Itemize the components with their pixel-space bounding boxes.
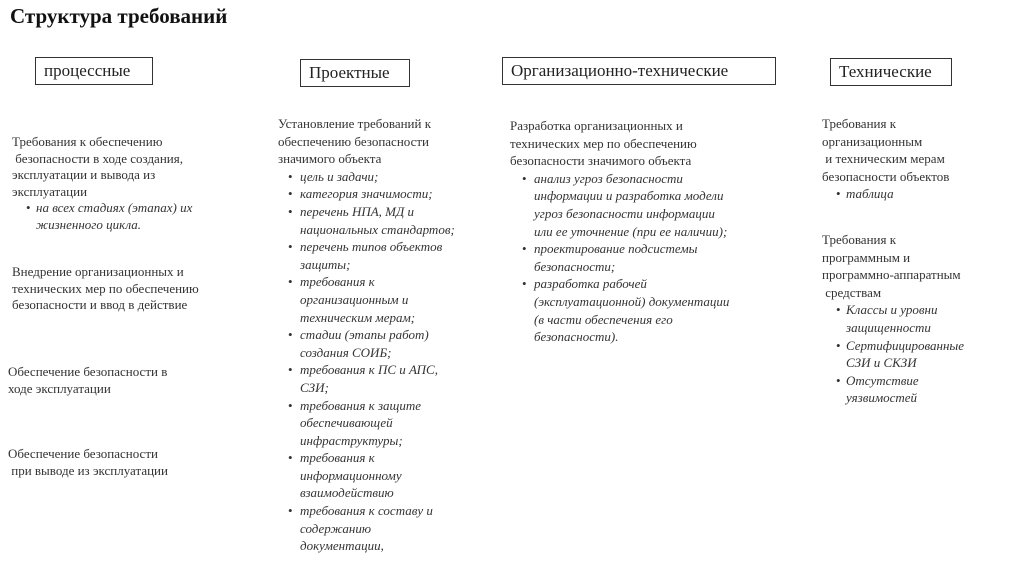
col4-b2-bullet <box>822 372 1017 407</box>
col2-bullet-line: требования к <box>300 274 375 290</box>
col2-bullet <box>278 502 493 555</box>
header-process-label: процессные <box>44 61 131 80</box>
col4-b1-line: безопасности объектов <box>822 168 950 184</box>
col1-b3-line: ходе эксплуатации <box>8 380 111 396</box>
col4-b1-line: организационным <box>822 133 923 149</box>
col2-bullet-line: защиты; <box>300 256 351 272</box>
col2-bullet-line: национальных стандартов; <box>300 221 455 237</box>
col2-bullet-line: цель и задачи; <box>300 168 379 184</box>
col2-bullet-line: обеспечивающей <box>300 415 393 431</box>
header-project-label: Проектные <box>309 63 390 82</box>
col2-block <box>278 115 493 555</box>
col1-b1-bullet <box>12 200 252 233</box>
col3-intro-line: Разработка организационных и <box>510 118 683 133</box>
col2-bullet-line: требования к составу и <box>300 503 433 519</box>
col1-b1-line: эксплуатации и вывода из <box>12 167 156 182</box>
col2-bullet-line: содержанию <box>300 520 371 536</box>
col2-bullet <box>278 397 493 450</box>
col1-b4-line: Обеспечение безопасности <box>8 446 158 461</box>
col2-bullet <box>278 326 493 361</box>
col4-b2-line: Требования к <box>822 232 897 247</box>
header-tech <box>830 58 952 86</box>
col2-bullet <box>278 238 493 273</box>
col4-block1 <box>822 115 1017 203</box>
col4-b1-bullet <box>822 185 1017 203</box>
col3-bullet-line: проектирование подсистемы <box>534 241 698 257</box>
col4-b2-bullet-line: СЗИ и СКЗИ <box>846 355 917 371</box>
col4-b2-bullet-line: защищенности <box>846 319 931 335</box>
col2-bullet-line: создания СОИБ; <box>300 344 392 360</box>
col1-b4-line: при выводе из эксплуатации <box>8 462 168 478</box>
col1-block4 <box>8 446 248 479</box>
header-orgtech-label: Организационно-технические <box>511 61 729 80</box>
col1-b1-line: эксплуатации <box>12 183 88 199</box>
col4-b2-line: средствам <box>822 284 882 300</box>
col1-block3 <box>8 364 248 397</box>
col3-bullet-line: разработка рабочей <box>534 276 647 292</box>
col4-b2-bullet <box>822 337 1017 372</box>
col3-bullet <box>510 170 775 240</box>
col2-bullet <box>278 449 493 502</box>
col2-bullet-line: требования к <box>300 450 375 466</box>
col1-b3-line: Обеспечение безопасности в <box>8 364 168 379</box>
col3-bullet-line: (эксплуатационной) документации <box>534 293 730 309</box>
col4-b2-bullet-line: Отсутствие <box>846 372 919 388</box>
col1-b1-line: безопасности в ходе создания, <box>12 150 183 166</box>
col1-b2-line: безопасности и ввод в действие <box>12 297 188 312</box>
header-tech-label: Технические <box>839 62 932 81</box>
col4-b1-bullet-line: таблица <box>846 186 894 202</box>
page-title: Структура требований <box>10 4 228 28</box>
col2-intro-line: Установление требований к <box>278 116 432 131</box>
col4-b2-bullet <box>822 301 1017 336</box>
col3-bullet-line: безопасности). <box>534 329 619 345</box>
col2-bullet-line: техническим мерам; <box>300 309 416 325</box>
col2-bullet-line: информационному <box>300 467 402 483</box>
col4-b2-bullet-line: Классы и уровни <box>846 302 938 318</box>
col3-bullet <box>510 275 775 345</box>
col2-bullet-line: категория значимости; <box>300 186 433 202</box>
col3-bullet-line: анализ угроз безопасности <box>534 170 683 186</box>
col3-bullet-line: или ее уточнение (при ее наличии); <box>534 223 728 239</box>
col4-b2-line: программно-аппаратным <box>822 267 961 283</box>
col4-b1-line: и техническим мерам <box>822 151 945 167</box>
col3-intro-line: безопасности значимого объекта <box>510 153 692 169</box>
col4-b2-bullet-line: Сертифицированные <box>846 337 965 353</box>
col2-bullet <box>278 185 493 203</box>
col1-b1-bullet-line: на всех стадиях (этапах) их <box>36 200 193 215</box>
col2-intro-line: обеспечению безопасности <box>278 133 430 149</box>
col1-block1 <box>12 134 252 233</box>
col2-bullet <box>278 168 493 186</box>
col2-bullet <box>278 203 493 238</box>
col2-bullet-line: стадии (этапы работ) <box>300 327 429 343</box>
col2-bullet-line: взаимодействию <box>300 485 394 501</box>
col3-bullet <box>510 240 775 275</box>
col2-bullet-line: инфраструктуры; <box>300 432 403 448</box>
col2-bullet-line: СЗИ; <box>300 379 329 395</box>
col2-bullet <box>278 361 493 396</box>
col3-bullet-line: (в части обеспечения его <box>534 311 673 327</box>
col3-bullet-line: безопасности; <box>534 258 616 274</box>
header-project <box>300 59 410 87</box>
col3-block <box>510 117 775 346</box>
col4-block2 <box>822 231 1017 407</box>
col4-b2-line: программным и <box>822 249 911 265</box>
col1-block2 <box>12 264 252 314</box>
col4-b2-bullet-line: уязвимостей <box>846 390 918 406</box>
col2-bullet-line: организационным и <box>300 291 409 307</box>
col3-bullet-line: угроз безопасности информации <box>534 205 715 221</box>
col2-bullet <box>278 273 493 326</box>
header-orgtech <box>502 57 776 85</box>
col2-bullet-line: требования к ПС и АПС, <box>300 362 438 378</box>
col2-bullet-line: требования к защите <box>300 397 422 413</box>
col1-b1-line: Требования к обеспечению <box>12 134 163 149</box>
col3-bullet-line: информации и разработка модели <box>534 188 724 204</box>
col4-b1-line: Требования к <box>822 116 897 131</box>
col1-b2-line: технических мер по обеспечению <box>12 280 199 296</box>
header-process <box>35 57 153 85</box>
col2-bullet-line: документации, <box>300 538 384 554</box>
col2-intro-line: значимого объекта <box>278 151 382 167</box>
col1-b2-line: Внедрение организационных и <box>12 264 184 279</box>
col1-b1-bullet-line: жизненного цикла. <box>36 216 142 232</box>
col3-intro-line: технических мер по обеспечению <box>510 135 697 151</box>
col2-bullet-line: перечень типов объектов <box>300 239 443 255</box>
col2-bullet-line: перечень НПА, МД и <box>300 203 415 219</box>
